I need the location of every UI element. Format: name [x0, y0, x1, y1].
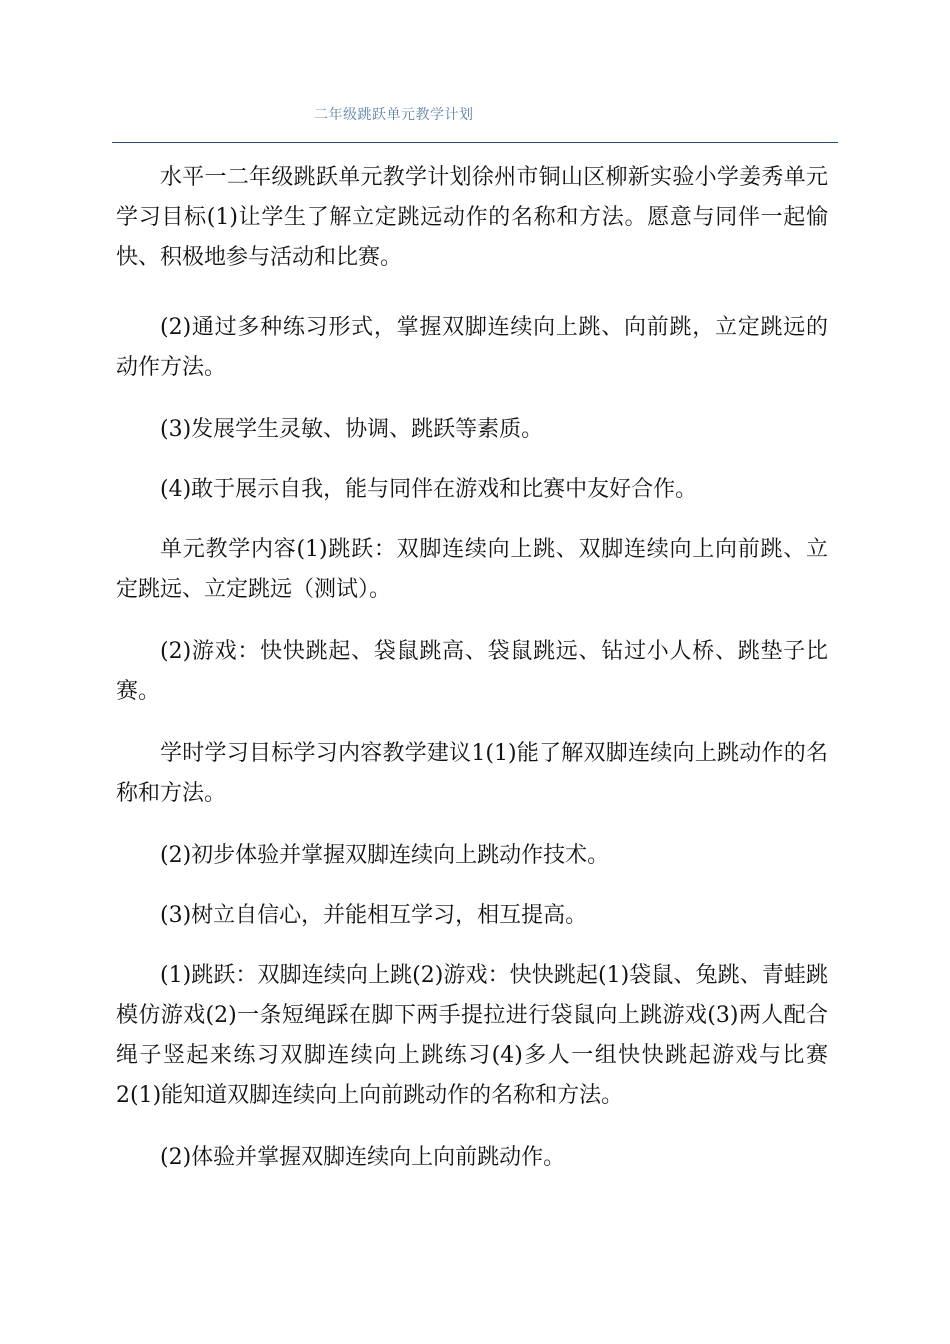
- paragraph: 学时学习目标学习内容教学建议1(1)能了解双脚连续向上跳动作的名称和方法。: [116, 741, 828, 806]
- page-header-title: 二年级跳跃单元教学计划: [314, 107, 474, 123]
- paragraph: 水平一二年级跳跃单元教学计划徐州市铜山区柳新实验小学姜秀单元学习目标(1)让学生了解立定跳远动作的名称和方法。愿意与同伴一起愉快、积极地参与活动和比赛。: [116, 165, 828, 270]
- paragraph: (2)通过多种练习形式，掌握双脚连续向上跳、向前跳，立定跳远的动作方法。: [116, 315, 828, 380]
- paragraph: (2)体验并掌握双脚连续向上向前跳动作。: [160, 1145, 566, 1170]
- paragraph: (2)初步体验并掌握双脚连续向上跳动作技术。: [160, 843, 610, 868]
- paragraph: (2)游戏：快快跳起、袋鼠跳高、袋鼠跳远、钻过小人桥、跳垫子比赛。: [116, 639, 828, 704]
- paragraph: (4)敢于展示自我，能与同伴在游戏和比赛中友好合作。: [160, 477, 698, 502]
- header-divider: [112, 142, 838, 143]
- paragraph: (3)发展学生灵敏、协调、跳跃等素质。: [160, 417, 544, 442]
- paragraph: 单元教学内容(1)跳跃：双脚连续向上跳、双脚连续向上向前跳、立定跳远、立定跳远（测试）。: [116, 537, 828, 602]
- paragraph: (1)跳跃：双脚连续向上跳(2)游戏：快快跳起(1)袋鼠、兔跳、青蛙跳模仿游戏(2)一条短绳踩在脚下两手提拉进行袋鼠向上跳游戏(3)两人配合绳子竖起来练习双脚连续向上跳练习(4)多人一组快快跳起游戏与比赛2(1)能知道双脚连续向上向前跳动作的名称和方法。: [116, 963, 828, 1108]
- paragraph: (3)树立自信心，并能相互学习，相互提高。: [160, 903, 588, 928]
